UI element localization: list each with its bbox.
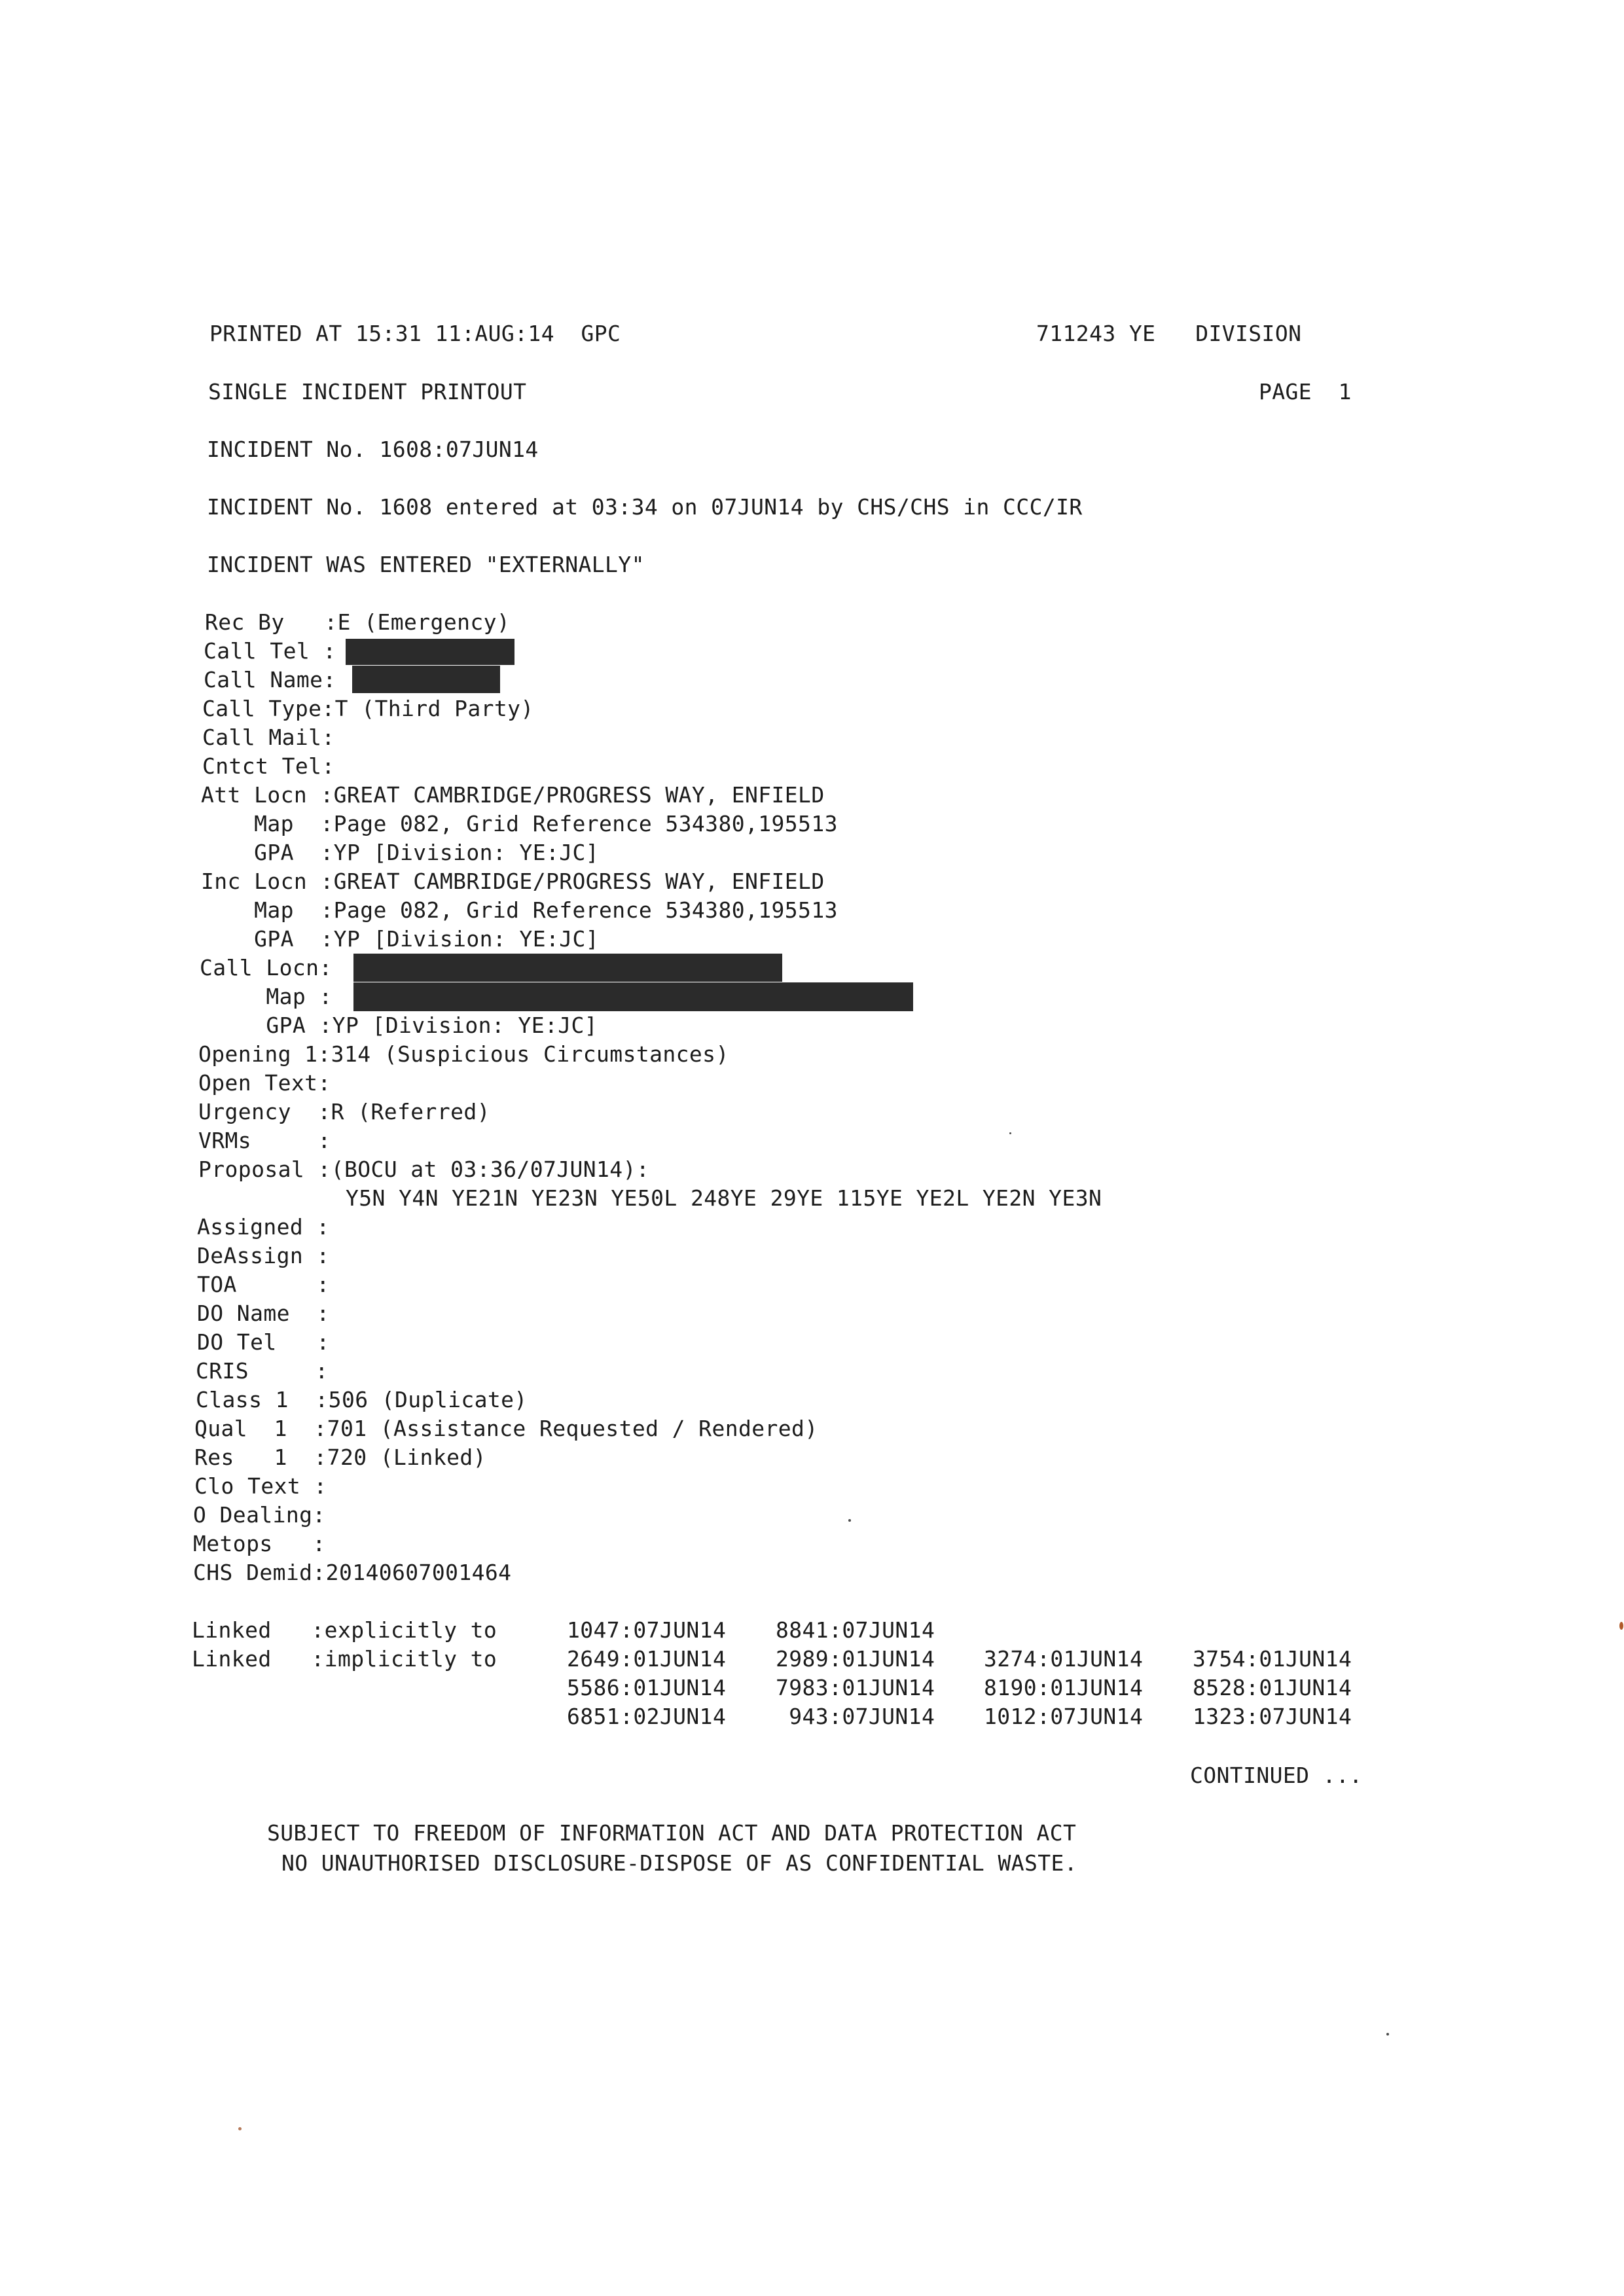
printout-title: SINGLE INCIDENT PRINTOUT [208,379,527,404]
continued-label: CONTINUED ... [1190,1763,1363,1788]
linked-implicit-label: Linked :implicitly to [192,1646,497,1672]
division-label: 711243 YE DIVISION [1036,321,1302,346]
open-text: Open Text: [198,1070,331,1096]
linked-incident: 3274:01JUN14 [984,1646,1144,1672]
closing-text: Clo Text : [194,1473,327,1499]
redaction-block [352,666,500,693]
incident-external: INCIDENT WAS ENTERED "EXTERNALLY" [207,552,645,577]
metops: Metops : [193,1531,326,1556]
linked-incident: 8841:07JUN14 [776,1617,935,1643]
redaction-block [353,954,782,982]
res-1: Res 1 :720 (Linked) [194,1444,486,1470]
linked-incident: 8528:01JUN14 [1193,1675,1352,1700]
urgency: Urgency :R (Referred) [198,1099,490,1124]
assigned: Assigned : [197,1214,330,1240]
rec-by: Rec By :E (Emergency) [205,609,511,635]
chs-demid: CHS Demid:20140607001464 [193,1560,512,1585]
qual-1: Qual 1 :701 (Assistance Requested / Rendered) [194,1416,818,1441]
scan-speck [1386,2033,1389,2036]
scan-speck [848,1519,851,1522]
o-dealing: O Dealing: [193,1502,326,1528]
toa: TOA : [197,1272,330,1297]
linked-incident: 2649:01JUN14 [567,1646,727,1672]
inc-location: Inc Locn :GREAT CAMBRIDGE/PROGRESS WAY, ENFIELD [201,869,825,894]
vrms: VRMs : [198,1128,331,1153]
page-number: PAGE 1 [1259,379,1352,404]
call-name: Call Name: [204,667,336,692]
incident-number: INCIDENT No. 1608:07JUN14 [207,437,539,462]
printed-at: PRINTED AT 15:31 11:AUG:14 GPC [209,321,621,346]
deassign: DeAssign : [197,1243,330,1268]
linked-incident: 1323:07JUN14 [1193,1704,1352,1729]
inc-gpa: GPA :YP [Division: YE:JC] [201,926,600,952]
linked-incident: 5586:01JUN14 [567,1675,727,1700]
linked-incident: 943:07JUN14 [776,1704,935,1729]
redaction-block [346,639,514,665]
disclosure-notice: NO UNAUTHORISED DISCLOSURE-DISPOSE OF AS CONFIDENTIAL WASTE. [281,1850,1078,1876]
call-type: Call Type:T (Third Party) [202,696,534,721]
call-location: Call Locn: [200,955,333,980]
att-location: Att Locn :GREAT CAMBRIDGE/PROGRESS WAY, ENFIELD [201,782,825,808]
proposal-units: Y5N Y4N YE21N YE23N YE50L 248YE 29YE 115YE YE2L YE2N YE3N [346,1185,1102,1211]
contact-tel: Cntct Tel: [202,753,335,779]
do-name: DO Name : [197,1300,330,1326]
redaction-block [353,982,913,1011]
call-tel: Call Tel : [204,638,336,664]
linked-incident: 7983:01JUN14 [776,1675,935,1700]
att-gpa: GPA :YP [Division: YE:JC] [201,840,600,865]
call-mail: Call Mail: [202,725,335,750]
class-1: Class 1 :506 (Duplicate) [196,1387,528,1412]
linked-incident: 6851:02JUN14 [567,1704,727,1729]
linked-incident: 1012:07JUN14 [984,1704,1144,1729]
opening: Opening 1:314 (Suspicious Circumstances) [198,1041,729,1067]
inc-map: Map :Page 082, Grid Reference 534380,195513 [201,897,838,923]
linked-explicit-label: Linked :explicitly to [192,1617,497,1643]
foi-notice: SUBJECT TO FREEDOM OF INFORMATION ACT AND DATA PROTECTION ACT [267,1820,1077,1846]
cris: CRIS : [196,1358,329,1384]
linked-incident: 2989:01JUN14 [776,1646,935,1672]
incident-entered: INCIDENT No. 1608 entered at 03:34 on 07JUN14 by CHS/CHS in CCC/IR [207,494,1083,520]
do-tel: DO Tel : [197,1329,330,1355]
call-map: Map : [200,984,333,1009]
call-gpa: GPA :YP [Division: YE:JC] [200,1013,598,1038]
scan-speck [238,2127,242,2130]
linked-incident: 8190:01JUN14 [984,1675,1144,1700]
linked-incident: 1047:07JUN14 [567,1617,727,1643]
linked-incident: 3754:01JUN14 [1193,1646,1352,1672]
scan-speck [1619,1622,1623,1630]
scan-speck [1009,1132,1011,1134]
proposal: Proposal :(BOCU at 03:36/07JUN14): [198,1157,650,1182]
att-map: Map :Page 082, Grid Reference 534380,195513 [201,811,838,836]
